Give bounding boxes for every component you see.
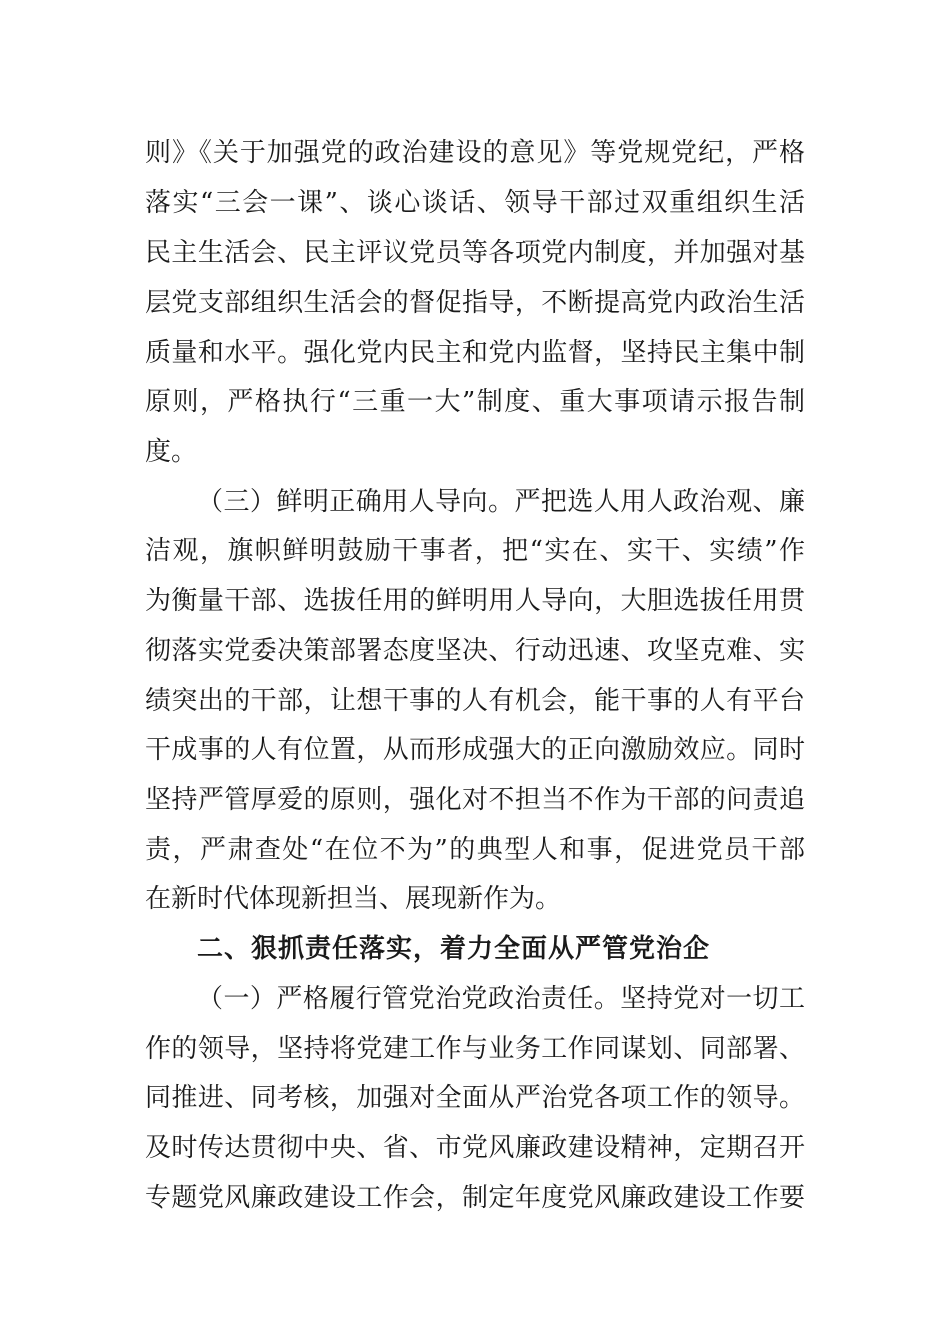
text-line: 责，严肃查处“在位不为”的典型人和事，促进党员干部 <box>145 835 805 865</box>
text-line: 同推进、同考核，加强对全面从严治党各项工作的领导。 <box>145 1083 805 1113</box>
paragraph-first-line: （三）鲜明正确用人导向。严把选人用人政治观、廉 <box>197 487 805 517</box>
text-line: 则》《关于加强党的政治建设的意见》等党规党纪，严格 <box>145 138 805 168</box>
text-line: 原则，严格执行“三重一大”制度、重大事项请示报告制 <box>145 387 805 417</box>
text-line: 在新时代体现新担当、展现新作为。 <box>145 884 562 914</box>
text-line: 洁观，旗帜鲜明鼓励干事者，把“实在、实干、实绩”作 <box>145 536 805 566</box>
text-line: 为衡量干部、选拔任用的鲜明用人导向，大胆选拔任用贯 <box>145 586 805 616</box>
text-line: 及时传达贯彻中央、省、市党风廉政建设精神，定期召开 <box>145 1133 805 1163</box>
text-line: 绩突出的干部，让想干事的人有机会，能干事的人有平台 <box>145 686 805 716</box>
text-line: 专题党风廉政建设工作会，制定年度党风廉政建设工作要 <box>145 1183 805 1213</box>
text-line: 度。 <box>145 437 198 467</box>
section-heading: 二、狠抓责任落实，着力全面从严管党治企 <box>197 934 711 964</box>
text-line: 彻落实党委决策部署态度坚决、行动迅速、攻坚克难、实 <box>145 636 805 666</box>
text-line: 层党支部组织生活会的督促指导，不断提高党内政治生活 <box>145 288 805 318</box>
text-line: 落实“三会一课”、谈心谈话、领导干部过双重组织生活 <box>145 188 805 218</box>
text-line: 坚持严管厚爱的原则，强化对不担当不作为干部的问责追 <box>145 785 805 815</box>
text-line: 作的领导，坚持将党建工作与业务工作同谋划、同部署、 <box>145 1034 805 1064</box>
text-line: 干成事的人有位置，从而形成强大的正向激励效应。同时 <box>145 735 805 765</box>
text-line: 质量和水平。强化党内民主和党内监督，坚持民主集中制 <box>145 338 805 368</box>
paragraph-first-line: （一）严格履行管党治党政治责任。坚持党对一切工 <box>197 984 805 1014</box>
text-line: 民主生活会、民主评议党员等各项党内制度，并加强对基 <box>145 238 805 268</box>
